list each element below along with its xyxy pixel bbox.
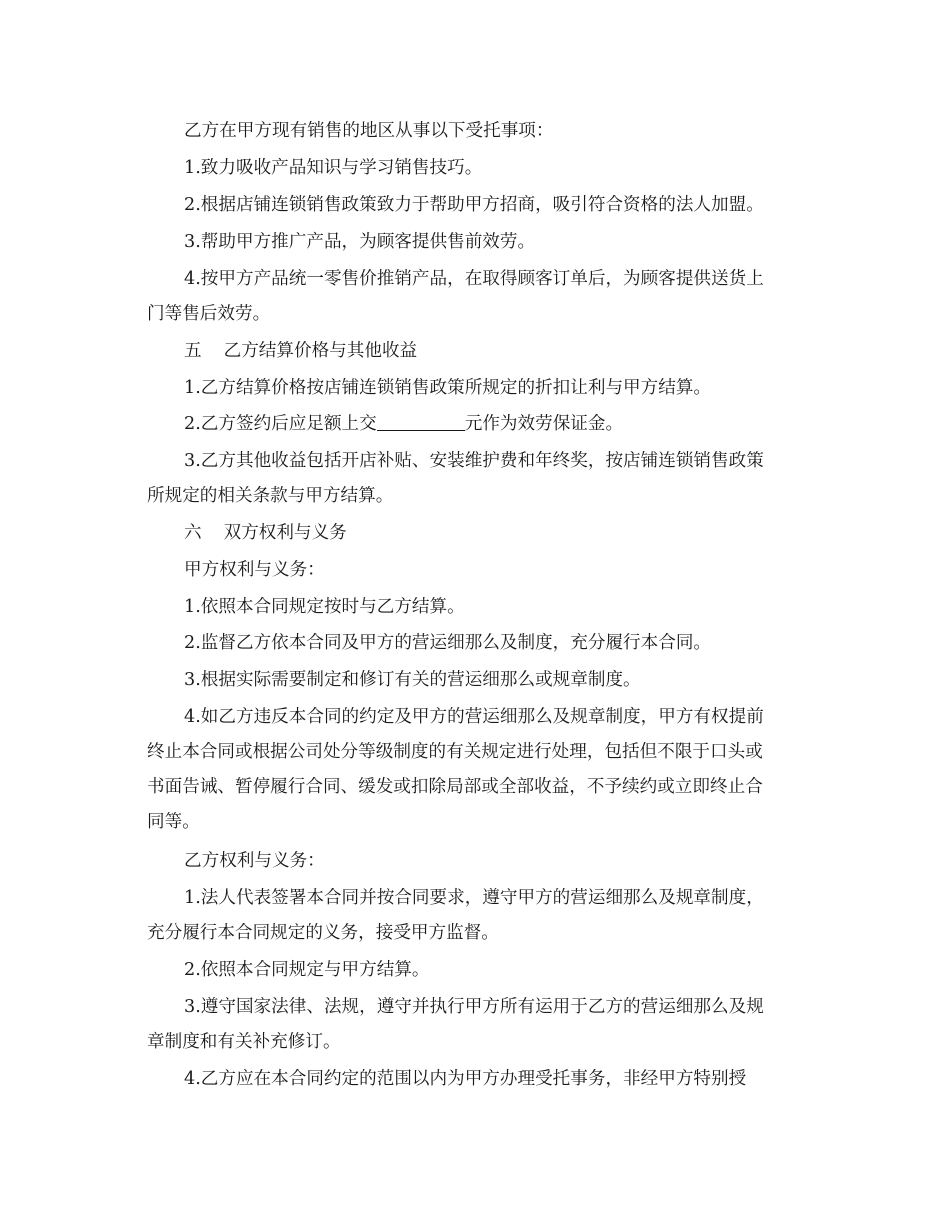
section-heading-5 [184, 340, 844, 362]
paragraph-line: 所规定的相关条款与甲方结算。 [147, 486, 394, 506]
subheading: 乙方权利与义务： [184, 851, 325, 871]
subheading: 甲方权利与义务： [184, 560, 325, 580]
list-item: 4.如乙方违反本合同的约定及甲方的营运细那么及规章制度，甲方有权提前 [184, 707, 764, 727]
list-item: 1.依照本合同规定按时与乙方结算。 [184, 597, 465, 617]
list-item: 4.乙方应在本合同约定的范围以内为甲方办理受托事务，非经甲方特别授 [184, 1069, 747, 1089]
paragraph-line: 终止本合同或根据公司处分等级制度的有关规定进行处理，包括但不限于口头或 [147, 742, 763, 762]
list-item: 3.根据实际需要制定和修订有关的营运细那么或规章制度。 [184, 670, 641, 690]
section-heading-6 [184, 522, 844, 544]
fill-in-blank [377, 414, 465, 431]
list-item: 3.帮助甲方推广产品，为顾客提供售前效劳。 [184, 232, 536, 252]
list-item: 2.根据店铺连锁销售政策致力于帮助甲方招商，吸引符合资格的法人加盟。 [184, 195, 764, 215]
section-title: 乙方结算价格与其他收益 [223, 341, 418, 361]
list-item: 3.遵守国家法律、法规，遵守并执行甲方所有运用于乙方的营运细那么及规 [184, 997, 764, 1017]
list-item-text: 2.乙方签约后应足额上交 [184, 414, 377, 434]
paragraph-line: 门等售后效劳。 [147, 304, 271, 324]
list-item-text: 元作为效劳保证金。 [464, 414, 624, 434]
list-item: 3.乙方其他收益包括开店补贴、安装维护费和年终奖，按店铺连锁销售政策 [184, 451, 764, 471]
section-number: 五 [184, 341, 202, 361]
list-item: 1.法人代表签署本合同并按合同要求，遵守甲方的营运细那么及规章制度， [184, 888, 764, 908]
paragraph-line: 同等。 [147, 812, 200, 832]
paragraph-line: 充分履行本合同规定的义务，接受甲方监督。 [147, 923, 499, 943]
paragraph-line: 书面告诫、暂停履行合同、缓发或扣除局部或全部收益，不予续约或立即终止合 [147, 777, 763, 797]
section-number: 六 [184, 523, 202, 543]
list-item: 1.致力吸收产品知识与学习销售技巧。 [184, 158, 483, 178]
list-item [184, 413, 844, 435]
list-item: 4.按甲方产品统一零售价推销产品，在取得顾客订单后，为顾客提供送货上 [184, 269, 764, 289]
paragraph-line: 乙方在甲方现有销售的地区从事以下受托事项： [184, 121, 554, 141]
paragraph-line: 章制度和有关补充修订。 [147, 1032, 341, 1052]
list-item: 2.监督乙方依本合同及甲方的营运细那么及制度，充分履行本合同。 [184, 633, 712, 653]
list-item: 2.依照本合同规定与甲方结算。 [184, 960, 430, 980]
section-title: 双方权利与义务 [223, 523, 347, 543]
list-item: 1.乙方结算价格按店铺连锁销售政策所规定的折扣让利与甲方结算。 [184, 378, 712, 398]
